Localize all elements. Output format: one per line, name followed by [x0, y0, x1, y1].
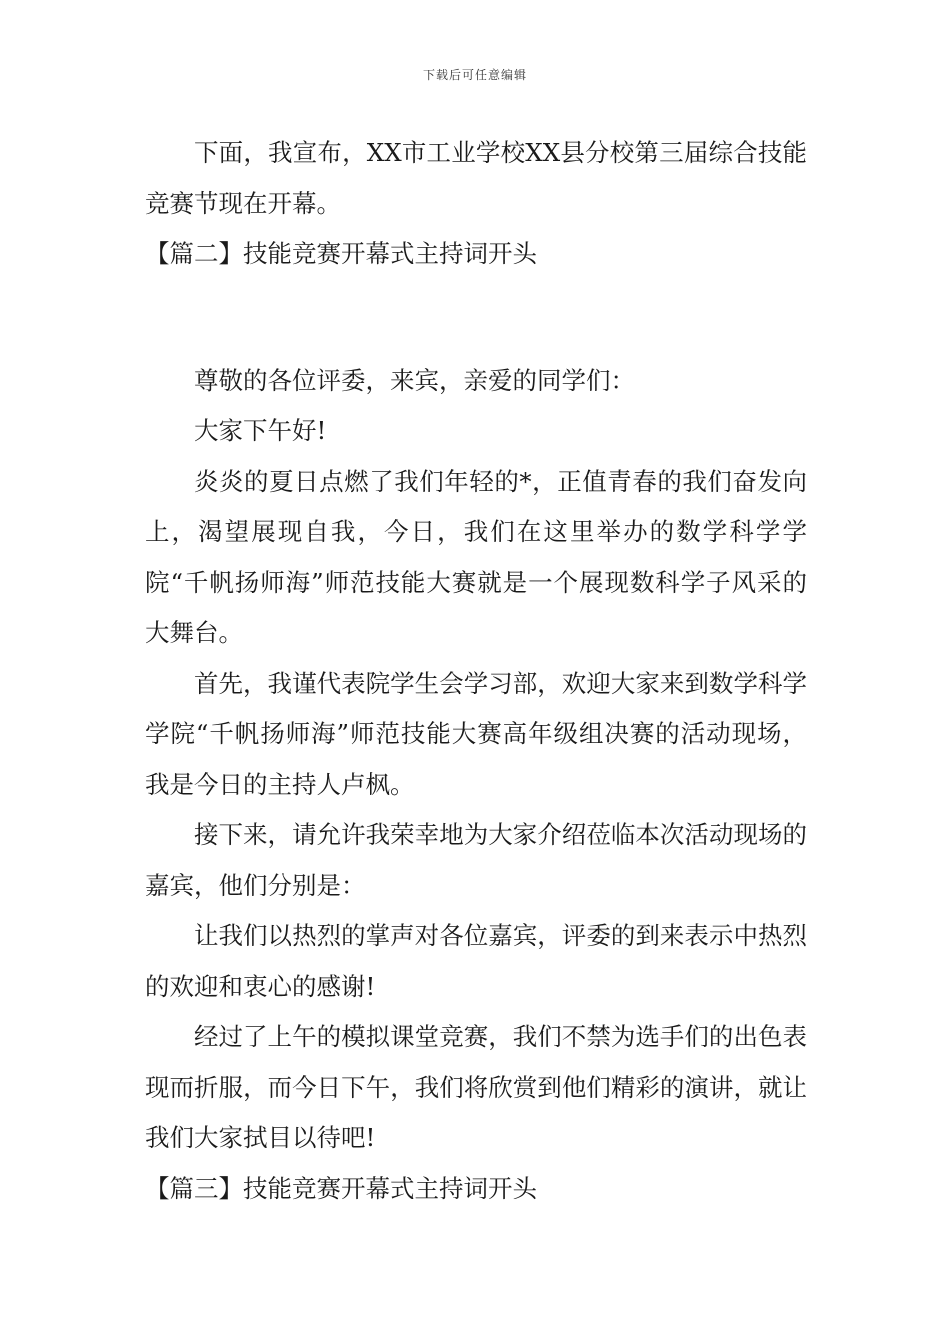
- paragraph-hello: 大家下午好!: [194, 416, 327, 445]
- paragraph-introduction: 炎炎的夏日点燃了我们年轻的*，正值青春的我们奋发向上，渴望展现自我，今日，我们在这里举办的数学科学学院“千帆扬师海”师范技能大赛就是一个展现数科学子风采的大舞台。: [145, 466, 807, 647]
- section-heading-part-three: 【篇三】技能竞赛开幕式主持词开头: [145, 1173, 537, 1203]
- paragraph-applause: 让我们以热烈的掌声对各位嘉宾，评委的到来表示中热烈的欢迎和衷心的感谢!: [145, 921, 807, 1001]
- document-body: [145, 128, 807, 1214]
- paragraph-guests: 接下来，请允许我荣幸地为大家介绍莅临本次活动现场的嘉宾，他们分别是：: [145, 820, 807, 900]
- paragraph-greeting: 尊敬的各位评委，来宾，亲爱的同学们：: [194, 365, 635, 395]
- paragraph-welcome: 首先，我谨代表院学生会学习部，欢迎大家来到数学科学学院“千帆扬师海”师范技能大赛高年级组决赛的活动现场，我是今日的主持人卢枫。: [145, 668, 807, 799]
- page-header-note: 下载后可任意编辑: [422, 68, 527, 82]
- section-heading-part-two: 【篇二】技能竞赛开幕式主持词开头: [145, 239, 537, 268]
- paragraph-opening-declaration: 下面，我宣布，XX市工业学校XX县分校第三届综合技能竞赛节现在开幕。: [145, 138, 807, 218]
- paragraph-afternoon: 经过了上午的模拟课堂竞赛，我们不禁为选手们的出色表现而折服，而今日下午，我们将欣赏到他们精彩的演讲，就让我们大家拭目以待吧!: [145, 1022, 807, 1152]
- blank-space: [145, 280, 807, 356]
